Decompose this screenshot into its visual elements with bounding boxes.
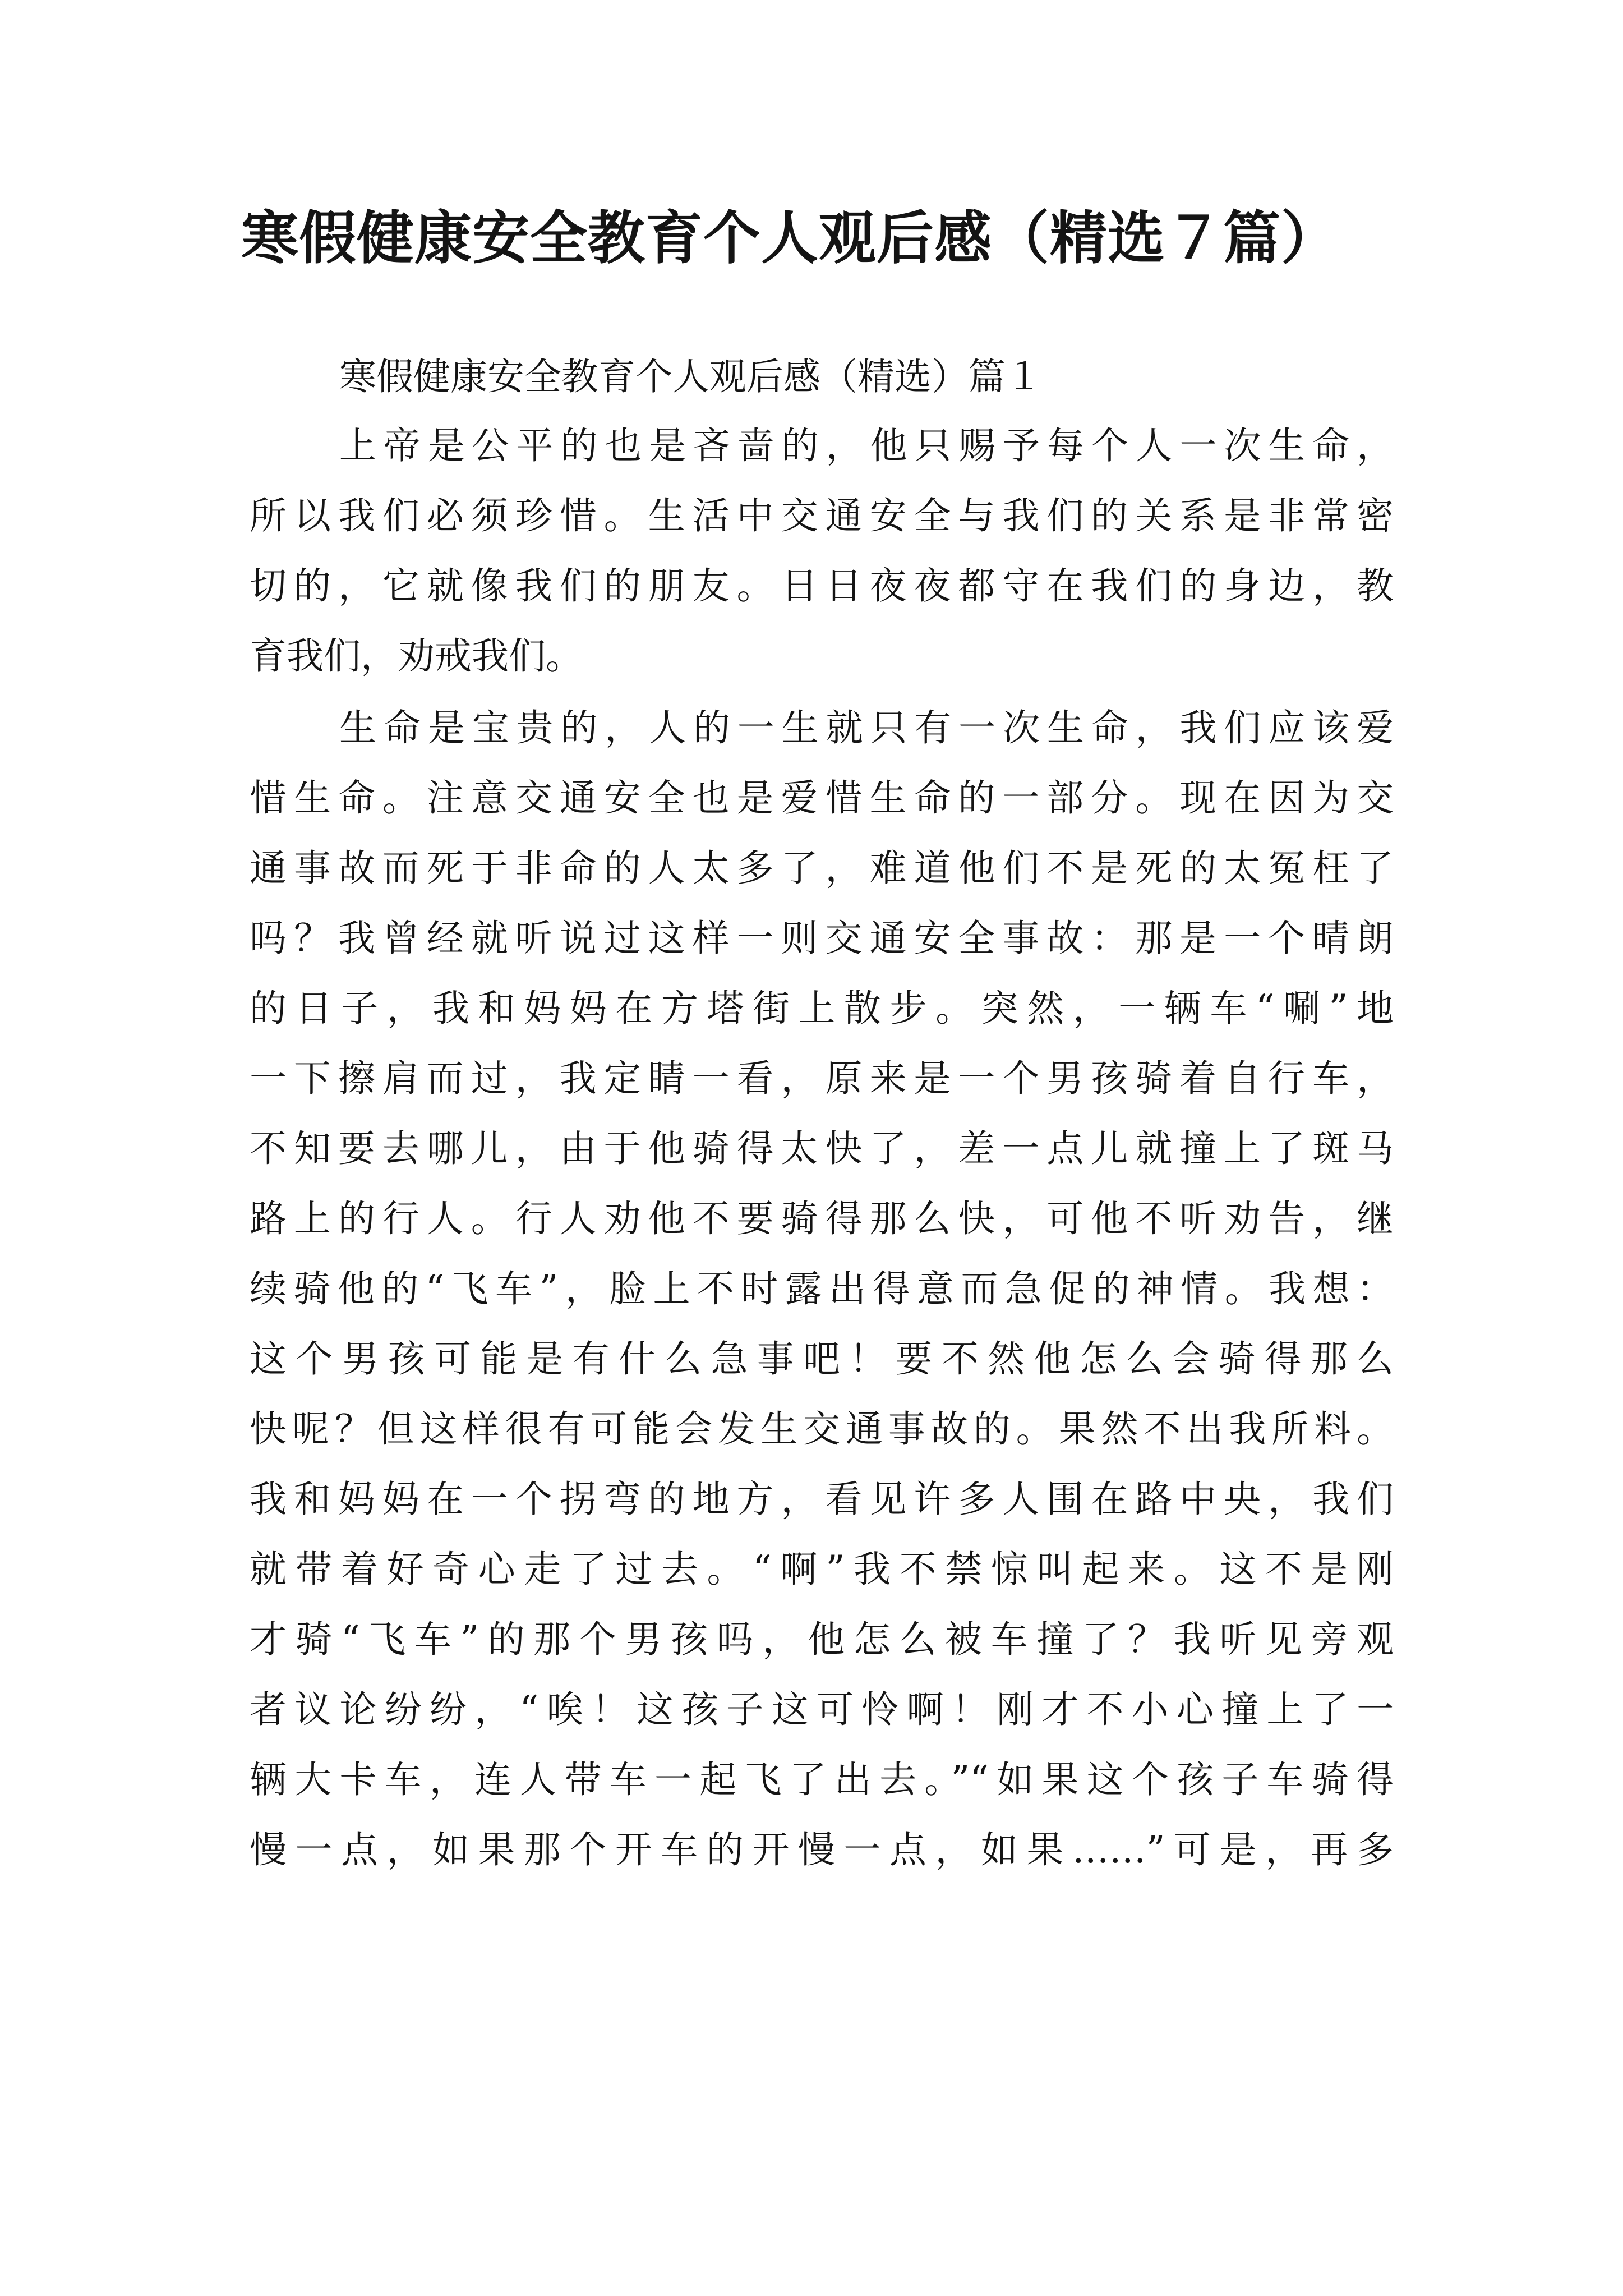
text-line: 快呢？但这样很有可能会发生交通事故的。果然不出我所料。 (250, 1407, 1394, 1451)
document-body (250, 343, 1394, 1887)
text-line: 的日子，我和妈妈在方塔街上散步。突然，一辆车“唰”地 (250, 987, 1394, 1030)
text-line: 者议论纷纷，“唉！这孩子这可怜啊！刚才不小心撞上了一 (250, 1688, 1394, 1731)
text-line: 慢一点，如果那个开车的开慢一点，如果……”可是，再多 (250, 1828, 1394, 1871)
text-line: 吗？我曾经就听说过这样一则交通安全事故：那是一个晴朗 (250, 917, 1394, 960)
text-line: 才骑“飞车”的那个男孩吗，他怎么被车撞了？我听见旁观 (250, 1618, 1394, 1661)
text-line: 路上的行人。行人劝他不要骑得那么快，可他不听劝告，继 (250, 1197, 1394, 1240)
text-line: 上帝是公平的也是吝啬的，他只赐予每个人一次生命， (339, 424, 1394, 467)
text-line: 生命是宝贵的，人的一生就只有一次生命，我们应该爱 (339, 706, 1394, 749)
text-line: 辆大卡车，连人带车一起飞了出去。”“如果这个孩子车骑得 (250, 1758, 1394, 1801)
section-heading: 寒假健康安全教育个人观后感（精选）篇１ (339, 355, 1043, 398)
document-title: 寒假健康安全教育个人观后感（精选７篇） (241, 205, 1339, 272)
text-line: 一下擦肩而过，我定睛一看，原来是一个男孩骑着自行车， (250, 1057, 1394, 1100)
text-line: 我和妈妈在一个拐弯的地方，看见许多人围在路中央，我们 (250, 1478, 1394, 1521)
paragraph-1 (250, 411, 1394, 691)
text-line: 不知要去哪儿，由于他骑得太快了，差一点儿就撞上了斑马 (250, 1127, 1394, 1170)
paragraph-2 (250, 693, 1394, 1885)
text-line: 通事故而死于非命的人太多了，难道他们不是死的太冤枉了 (250, 846, 1394, 890)
text-line: 惜生命。注意交通安全也是爱惜生命的一部分。现在因为交 (250, 776, 1394, 820)
text-line: 续骑他的“飞车”，脸上不时露出得意而急促的神情。我想： (250, 1267, 1394, 1310)
text-line: 所以我们必须珍惜。生活中交通安全与我们的关系是非常密 (250, 494, 1394, 537)
text-line: 这个男孩可能是有什么急事吧！要不然他怎么会骑得那么 (250, 1337, 1394, 1381)
text-line: 就带着好奇心走了过去。“啊”我不禁惊叫起来。这不是刚 (250, 1548, 1394, 1591)
text-line: 育我们，劝戒我们。 (250, 634, 583, 678)
text-line: 切的，它就像我们的朋友。日日夜夜都守在我们的身边，教 (250, 564, 1394, 608)
